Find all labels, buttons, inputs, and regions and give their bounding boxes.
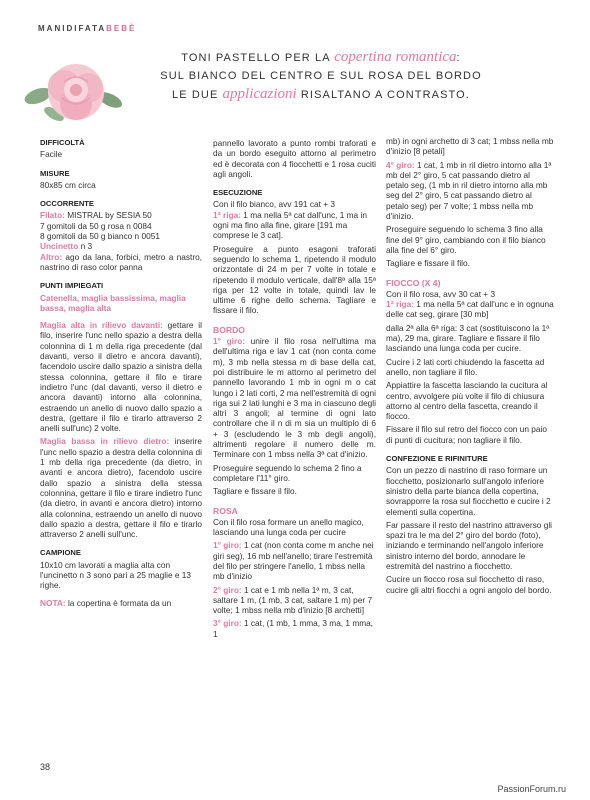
column-2: pannello lavorato a punto rombi traforati e da un bordo eseguito attorno al perimetro ed è decorata con 4 fiocchetti e 1 rosa cuciti agli angoli. ESECUZIONE Con il filo bianco, avv 191 cat + 3 1ª riga: 1 ma nella 5ª cat dall'unc, 1 ma in ogni ma fino alla fine, girare [191 ma comprese le 3 cat]. Proseguire a punto esagoni traforati seguendo lo schema 1, ripetendo il modulo orizzontale di 24 m per 7 volte in totale e ripetendo il modulo verticale, dall'8ª alla 15ª riga per 12 volte in totale, quindi lav le ultime 6 righe dello schema. Tagliare e fissare il filo. BORDO 1° giro: unire il filo rosa nell'ultima ma dell'ultima riga e lav 1 cat (non conta come m), 3 mb nella stessa m di base della cat, poi distribuire le m attorno al perimetro del pannello lavorando 1 mb in ogni m o cat lungo i 2 lati corti, 2 ma nell'estremità di ogni riga sui 2 lati lunghi e 3 ma in ciascuno degli altri 3 angoli; al termine di ogni lato controllare che il n di m sia un multiplo di 6 + 3 (escludendo le 3 mb degli angoli), altrimenti regolare il numero delle m. Terminare con 1 mbss nella 3ª cat d'inizio. Proseguire seguendo lo schema 2 fino a completare l'11° giro. Tagliare e fissare il filo. ROSA Con il filo rosa formare un anello magico, lasciando una lunga coda per cucire 1° giro: 1 cat (non conta come m anche nei giri seg), 16 mb nell'anello; tirare l'estremità del filo per stringere l'anello, 1 mbss nella mb d'inizio 2° giro: 1 cat e 1 mb nella 1ª m, 3 cat, saltare 1 m, (1 mb, 3 cat, saltare 1 m) per 7 volte; 1 mbss nella mb d'inizio [8 archetti] 3° giro: 1 cat, (1 mb, 1 mma, 3 ma, 1 mma, 1: [213, 138, 377, 639]
page-number: 38: [40, 762, 51, 772]
difficulty-heading: DIFFICOLTÀ: [40, 138, 85, 147]
finishing-heading: CONFEZIONE E RIFINITURE: [386, 454, 488, 464]
execution-heading: ESECUZIONE: [213, 188, 263, 198]
stitches-heading: PUNTI IMPIEGATI: [40, 281, 104, 291]
yarn-line: Filato: MISTRAL by SESIA 50: [40, 210, 152, 221]
note: NOTA: la copertina è formata da un: [40, 597, 172, 608]
bow-heading: FIOCCO (X 4): [386, 277, 441, 288]
stitch-front-post: Maglia alta in rilievo davanti: gettare il filo, inserire l'unc nello spazio a destra della colonnina di 1 m della riga precedente (dal davanti, verso il dietro e ancora davanti), facendolo uscire dallo spazio a sinistra della stessa colonnina, gettare il filo e tirare indietro l'unc (dal davanti, verso il dietro e ancora davanti) intorno alla colonnina, estraendo un anello di nuovo dallo spazio a destra, (gettare il filo e tirarlo attraverso 2 anelli sull'unc) 2 volte.: [40, 320, 202, 434]
materials-heading: OCCORRENTE: [40, 199, 95, 209]
rose-illustration: [24, 58, 124, 124]
watermark: PassionForum.ru: [497, 784, 566, 794]
size-heading: MISURE: [40, 168, 70, 178]
stitch-back-post: Maglia bassa in rilievo dietro: inserire l'unc nello spazio a destra della colonnina di 1 mb della riga precedente (da dietro, in avanti e ancora dietro), facendolo uscire dallo spazio a sinistra della stessa colonnina, gettare il filo e tirare indietro l'unc (da dietro, in avanti e ancora dietro) intorno alla colonnina, estraendo un anello di nuovo dallo spazio a destra, gettare il filo e tirarlo attraverso 2 anelli sull'unc.: [40, 436, 202, 540]
column-3: mb) in ogni archetto di 3 cat; 1 mbss nella mb d'inizio [8 petali] 4° giro: 1 cat, 1 mb in ril dietro intorno alla 1ª mb del 2° giro, 5 cat passando dietro al petalo seg, (1 mb in ril dietro intorno alla mb seg del 2° giro, 5 cat passando dietro al petalo seg) per 7 volte; 1 mbss nella mb d'inizio. Proseguire seguendo lo schema 3 fino alla fine del 9° giro, cambiando con il filo bianco alla fine del 6° giro. Tagliare e fissare il filo. FIOCCO (X 4) Con il filo rosa, avv 30 cat + 3 1ª riga: 1 ma nella 5ª cat dall'unc e in ognuna delle cat seg, girare [30 mb] dalla 2ª alla 6ª riga: 3 cat (sostituiscono la 1ª ma), 29 ma, girare. Tagliare e fissare il filo lasciando una lunga coda per cucire. Cucire i 2 lati corti chiudendo la fascetta ad anello, non tagliare il filo. Appiattire la fascetta lasciando la cucitura al centro, avvolgere più volte il filo di chiusura attorno al centro della fascetta, creando il fiocco. Fissare il filo sul retro del fiocco con un paio di punti di cucitura; non tagliare il filo. CONFEZIONE E RIFINITURE Con un pezzo di nastrino di raso formare un fiocchetto, posizionarlo sull'angolo inferiore sinistro della parte bianca della copertina, sovrapporre la rosa sul fiocchetto e cucire i 2 elementi sulla copertina. Far passare il resto del nastrino attraverso gli spazi tra le ma del 2° giro del bordo (foto), iniziando e terminando nell'angolo inferiore sinistro interno del bordo, annodare le estremità del nastrino a fiocchetto. Cucire un fiocco rosa sul fiocchetto di raso, cucire gli altri fiocchi a ogni angolo del bordo.: [386, 136, 554, 595]
rose-heading: ROSA: [213, 505, 238, 516]
gauge-heading: CAMPIONE: [40, 548, 81, 558]
hook-line: Uncinetto n 3: [40, 241, 93, 252]
border-heading: BORDO: [213, 324, 245, 335]
other-line: Altro: ago da lana, forbici, metro a nastro, nastrino di raso color panna: [40, 251, 202, 272]
column-1: DIFFICOLTÀ Facile MISURE 80x85 cm circa OCCORRENTE Filato: MISTRAL by SESIA 50 7 gomitoli da 50 g rosa n 0084 8 gomitoli da 50 g bianco n 0051 Uncinetto n 3 Altro: ago da lana, forbici, metro a nastro, nastrino di raso color panna PUNTI IMPIEGATI Catenella, maglia bassissima, maglia bassa, maglia alta Maglia alta in rilievo davanti: gettare il filo, inserire l'unc nello spazio a destra della colonnina di 1 m della riga precedente (dal davanti, verso il dietro e ancora davanti), facendolo uscire dallo spazio a sinistra della stessa colonnina, gettare il filo e tirare indietro l'unc (dal davanti, verso il dietro e ancora davanti) intorno alla colonnina, estraendo un anello di nuovo dallo spazio a destra, (gettare il filo e tirarlo attraverso 2 anelli sull'unc) 2 volte. Maglia bassa in rilievo dietro: inserire l'unc nello spazio a destra della colonnina di 1 mb della riga precedente (da dietro, in avanti e ancora dietro), facendolo uscire dallo spazio a sinistra della stessa colonnina, gettare il filo e tirare indietro l'unc (da dietro, in avanti e ancora dietro) intorno alla colonnina, estraendo un anello di nuovo dallo spazio a destra, gettare il filo e tirarlo attraverso 2 anelli sull'unc. CAMPIONE 10x10 cm lavorati a maglia alta con l'uncinetto n 3 sono pari a 25 maglie e 13 righe. NOTA: la copertina è formata da un: [40, 138, 202, 608]
magazine-brand: MANIDIFATABEBÈ: [38, 24, 137, 33]
headline: TONI PASTELLO PER LA copertina romantica: SUL BIANCO DEL CENTRO E SUL ROSA DEL BORDO LE DUE applicazioni RISALTANO A CONTRASTO.: [160, 49, 482, 102]
